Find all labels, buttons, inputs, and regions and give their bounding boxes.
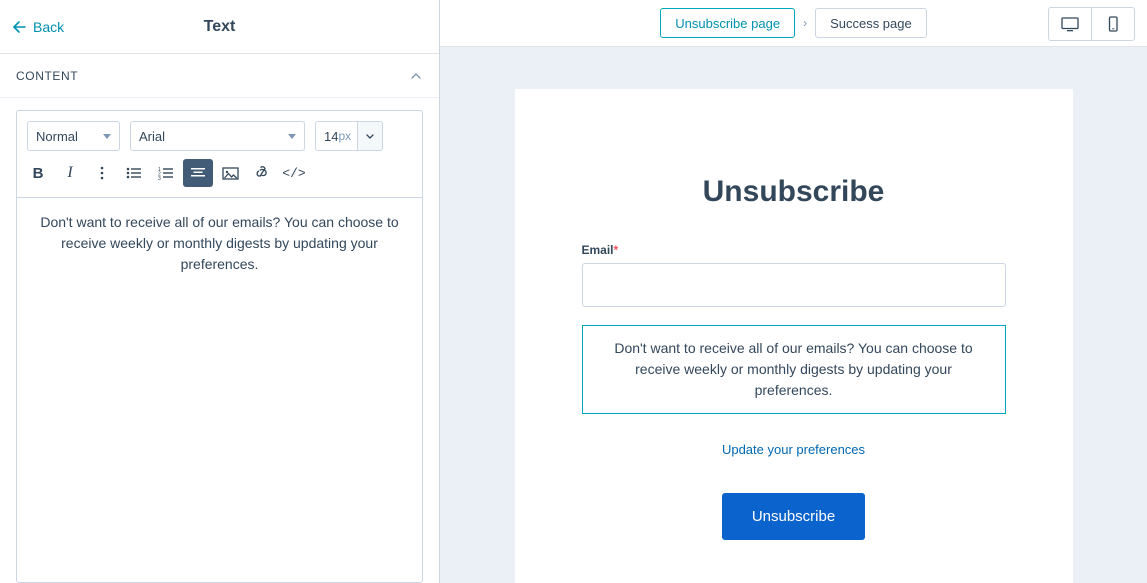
submit-row	[582, 493, 1006, 540]
phone-icon[interactable]	[1091, 8, 1134, 40]
chevron-up-icon[interactable]	[409, 69, 423, 83]
back-button-label: Back	[33, 18, 65, 35]
font-family-value: Arial	[139, 128, 166, 144]
required-marker: *	[613, 243, 619, 257]
update-preferences-link[interactable]: Update your preferences	[721, 442, 866, 457]
preview-canvas	[440, 47, 1147, 583]
chevron-down-icon	[103, 134, 111, 139]
preview-heading: Unsubscribe	[702, 175, 885, 208]
font-family-select[interactable]	[130, 121, 305, 151]
left-panel-header	[0, 0, 439, 54]
font-size-unit: px	[338, 129, 352, 143]
email-field[interactable]	[582, 263, 1006, 307]
rich-text-editor	[16, 110, 423, 583]
text-style-value: Normal	[36, 128, 78, 144]
monitor-icon[interactable]	[1049, 8, 1091, 40]
page-tab-group	[660, 8, 926, 38]
editor-toolbar-row-1	[17, 111, 422, 155]
arrow-left-icon	[12, 20, 26, 34]
font-size-stepper[interactable]	[315, 121, 383, 151]
font-size-dropdown-button[interactable]	[357, 122, 382, 150]
image-icon[interactable]	[215, 159, 245, 187]
text-style-select[interactable]	[27, 121, 120, 151]
unsubscribe-button[interactable]: Unsubscribe	[722, 493, 865, 540]
svg-text:1: 1	[158, 167, 161, 173]
align-center-button[interactable]	[183, 159, 213, 187]
bold-button[interactable]: B	[32, 164, 44, 182]
chevron-down-icon	[288, 134, 296, 139]
chevron-right-icon: ›	[803, 16, 808, 30]
svg-text:2: 2	[158, 171, 161, 178]
editor-toolbar-row-2	[17, 155, 422, 197]
unsubscribe-page-card	[515, 89, 1073, 583]
preview-header	[440, 0, 1147, 47]
content-section-label: CONTENT	[16, 68, 79, 83]
left-editor-panel	[0, 0, 440, 583]
unsubscribe-form	[582, 243, 1006, 540]
tab-success-page[interactable]: Success page	[815, 8, 927, 38]
tab-unsubscribe-page[interactable]: Unsubscribe page	[660, 8, 795, 38]
content-section-header[interactable]	[0, 54, 439, 98]
more-formats-button[interactable]	[87, 159, 117, 187]
bulleted-list-button[interactable]	[119, 159, 149, 187]
editor-text-area[interactable]: Don't want to receive all of our emails? You can choose to receive weekly or monthly digests by updating your preferences.	[17, 197, 422, 582]
page-title: Text	[203, 17, 236, 35]
source-code-button[interactable]: </>	[282, 165, 306, 181]
numbered-list-button[interactable]	[151, 159, 181, 187]
font-size-value[interactable]: 14	[324, 128, 339, 144]
back-button[interactable]	[12, 19, 64, 35]
rich-text-module[interactable]: Don't want to receive all of our emails? You can choose to receive weekly or monthly digests by updating your preferences.	[582, 325, 1006, 414]
email-field-label	[582, 243, 1006, 257]
svg-text:3: 3	[158, 176, 161, 180]
email-label-text: Email	[581, 243, 614, 257]
italic-button[interactable]: I	[67, 164, 73, 181]
preview-panel	[440, 0, 1147, 583]
link-icon[interactable]	[247, 159, 277, 187]
device-preview-toggle	[1048, 7, 1135, 41]
